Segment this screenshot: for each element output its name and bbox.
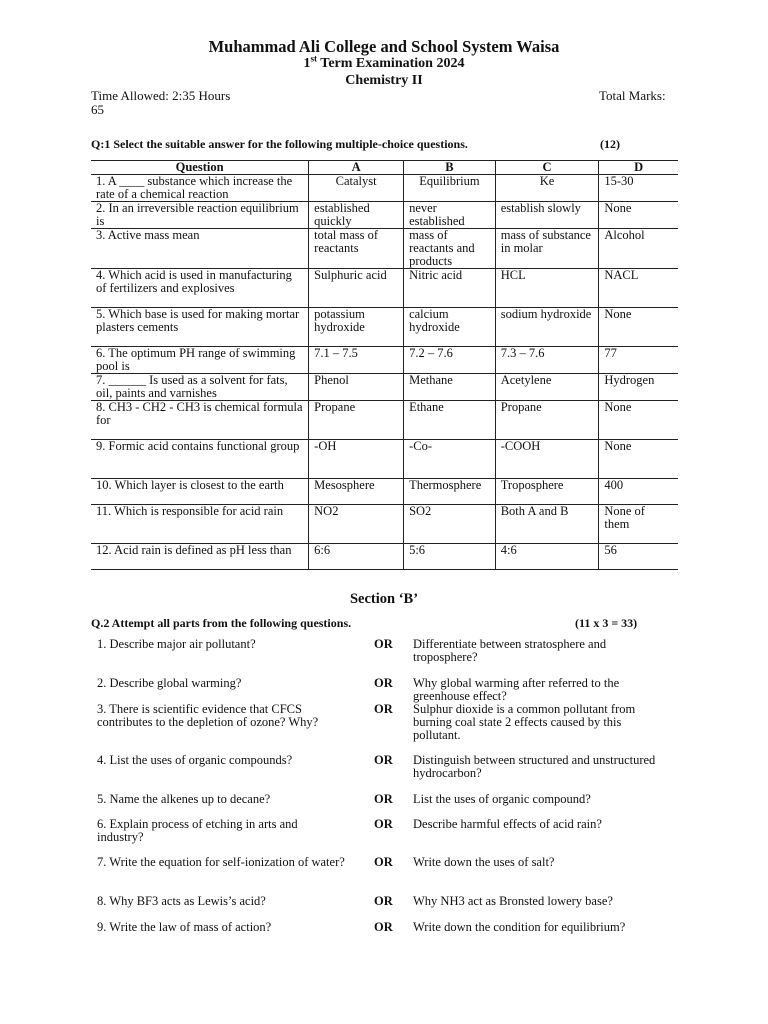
mcq-question: 10. Which layer is closest to the earth (91, 479, 309, 505)
or-label: OR (374, 894, 393, 908)
q2-question-left: 8. Why BF3 acts as Lewis’s acid? (97, 894, 266, 908)
option-d: None (599, 401, 678, 440)
q2-question-right: Distinguish between structured and unstructured hydrocarbon? (413, 753, 656, 780)
q2-question-right: Why global warming after referred to the greenhouse effect? (413, 676, 620, 703)
q2-question-left: 1. Describe major air pollutant? (97, 637, 256, 651)
subject-title: Chemistry II (345, 73, 423, 88)
mcq-row (91, 374, 678, 401)
q2-question-left: 3. There is scientific evidence that CFCS contributes to the depletion of ozone? Why? (97, 702, 319, 729)
mcq-row (91, 202, 678, 229)
mcq-question: 3. Active mass mean (91, 229, 309, 269)
col-header-d: D (599, 161, 678, 175)
option-d: None of them (599, 505, 678, 544)
mcq-question: 2. In an irreversible reaction equilibrium is (91, 202, 309, 229)
mcq-row (91, 347, 678, 374)
option-c: Acetylene (495, 374, 599, 401)
option-d: None (599, 202, 678, 229)
option-c: HCL (495, 269, 599, 308)
option-c: sodium hydroxide (495, 308, 599, 347)
q2-question-right: Describe harmful effects of acid rain? (413, 817, 602, 831)
option-b: Thermosphere (404, 479, 496, 505)
option-a: -OH (309, 440, 404, 479)
mcq-question: 7. ______ Is used as a solvent for fats, oil, paints and varnishes (91, 374, 309, 401)
option-d: 77 (599, 347, 678, 374)
term-ordinal: 1 (303, 56, 311, 71)
option-c: establish slowly (495, 202, 599, 229)
option-a: NO2 (309, 505, 404, 544)
option-c: Both A and B (495, 505, 599, 544)
option-a: Catalyst (309, 175, 404, 202)
mcq-row (91, 308, 678, 347)
mcq-row (91, 440, 678, 479)
total-marks-value: 65 (91, 102, 104, 117)
mcq-question: 6. The optimum PH range of swimming pool is (91, 347, 309, 374)
option-d: 56 (599, 544, 678, 570)
option-a: potassium hydroxide (309, 308, 404, 347)
option-a: Propane (309, 401, 404, 440)
option-b: Equilibrium (404, 175, 496, 202)
or-label: OR (374, 817, 393, 831)
or-label: OR (374, 702, 393, 716)
option-d: None (599, 440, 678, 479)
mcq-row (91, 479, 678, 505)
q2-instruction: Q.2 Attempt all parts from the following questions. (91, 616, 352, 630)
time-allowed: Time Allowed: 2:35 Hours (91, 88, 231, 103)
option-b: Ethane (404, 401, 496, 440)
q1-marks: (12) (600, 137, 620, 151)
option-a: Mesosphere (309, 479, 404, 505)
term-rest: Term Examination 2024 (317, 56, 465, 71)
option-d: Hydrogen (599, 374, 678, 401)
option-a: 7.1 – 7.5 (309, 347, 404, 374)
mcq-row (91, 505, 678, 544)
option-d: Alcohol (599, 229, 678, 269)
q2-question-left: 9. Write the law of mass of action? (97, 920, 272, 934)
mcq-row (91, 175, 678, 202)
mcq-question: 12. Acid rain is defined as pH less than (91, 544, 309, 570)
option-b: SO2 (404, 505, 496, 544)
q2-question-left: 6. Explain process of etching in arts and industry? (97, 817, 298, 844)
q2-marks: (11 x 3 = 33) (575, 616, 638, 630)
option-b: 7.2 – 7.6 (404, 347, 496, 374)
q2-question-left: 2. Describe global warming? (97, 676, 242, 690)
or-label: OR (374, 676, 393, 690)
q1-instruction: Q:1 Select the suitable answer for the following multiple-choice questions. (91, 137, 468, 151)
option-b: mass of reactants and products (404, 229, 496, 269)
school-name: Muhammad Ali College and School System Waisa (208, 37, 560, 56)
option-c: -COOH (495, 440, 599, 479)
q2-question-left: 4. List the uses of organic compounds? (97, 753, 293, 767)
option-a: total mass of reactants (309, 229, 404, 269)
mcq-question: 11. Which is responsible for acid rain (91, 505, 309, 544)
option-c: 4:6 (495, 544, 599, 570)
option-c: mass of substance in molar (495, 229, 599, 269)
mcq-header-row (91, 161, 678, 175)
q2-question-right: Write down the condition for equilibrium? (413, 920, 626, 934)
col-header-c: C (495, 161, 599, 175)
col-header-question: Question (91, 161, 309, 175)
option-d: None (599, 308, 678, 347)
q2-question-right: Differentiate between stratosphere and troposphere? (413, 637, 607, 664)
mcq-question: 1. A ____ substance which increase the rate of a chemical reaction (91, 175, 309, 202)
option-b: Methane (404, 374, 496, 401)
option-c: Troposphere (495, 479, 599, 505)
q2-question-right: Sulphur dioxide is a common pollutant from burning coal state 2 effects caused by this pollutant. (413, 702, 636, 742)
q2-question-left: 7. Write the equation for self-ionization of water? (97, 855, 345, 869)
col-header-b: B (404, 161, 496, 175)
option-a: 6:6 (309, 544, 404, 570)
or-label: OR (374, 920, 393, 934)
or-label: OR (374, 792, 393, 806)
option-d: NACL (599, 269, 678, 308)
mcq-row (91, 269, 678, 308)
mcq-question: 9. Formic acid contains functional group (91, 440, 309, 479)
mcq-row (91, 229, 678, 269)
mcq-question: 5. Which base is used for making mortar plasters cements (91, 308, 309, 347)
option-c: Ke (495, 175, 599, 202)
mcq-question: 8. CH3 - CH2 - CH3 is chemical formula for (91, 401, 309, 440)
option-c: 7.3 – 7.6 (495, 347, 599, 374)
option-a: established quickly (309, 202, 404, 229)
q2-question-right: List the uses of organic compound? (413, 792, 591, 806)
or-label: OR (374, 637, 393, 651)
section-b-title: Section ‘B’ (349, 591, 419, 607)
option-d: 400 (599, 479, 678, 505)
option-b: calcium hydroxide (404, 308, 496, 347)
col-header-a: A (309, 161, 404, 175)
option-a: Sulphuric acid (309, 269, 404, 308)
option-d: 15-30 (599, 175, 678, 202)
option-b: never established (404, 202, 496, 229)
q2-question-right: Write down the uses of salt? (413, 855, 555, 869)
mcq-row (91, 544, 678, 570)
exam-term (0, 53, 768, 72)
or-label: OR (374, 855, 393, 869)
option-b: Nitric acid (404, 269, 496, 308)
option-b: 5:6 (404, 544, 496, 570)
option-a: Phenol (309, 374, 404, 401)
or-label: OR (374, 753, 393, 767)
total-marks-label: Total Marks: (599, 88, 666, 103)
mcq-row (91, 401, 678, 440)
q2-question-left: 5. Name the alkenes up to decane? (97, 792, 271, 806)
option-b: -Co- (404, 440, 496, 479)
mcq-question: 4. Which acid is used in manufacturing of fertilizers and explosives (91, 269, 309, 308)
term-suffix: st (310, 53, 318, 64)
option-c: Propane (495, 401, 599, 440)
q2-question-right: Why NH3 act as Bronsted lowery base? (413, 894, 613, 908)
mcq-table (91, 160, 678, 570)
